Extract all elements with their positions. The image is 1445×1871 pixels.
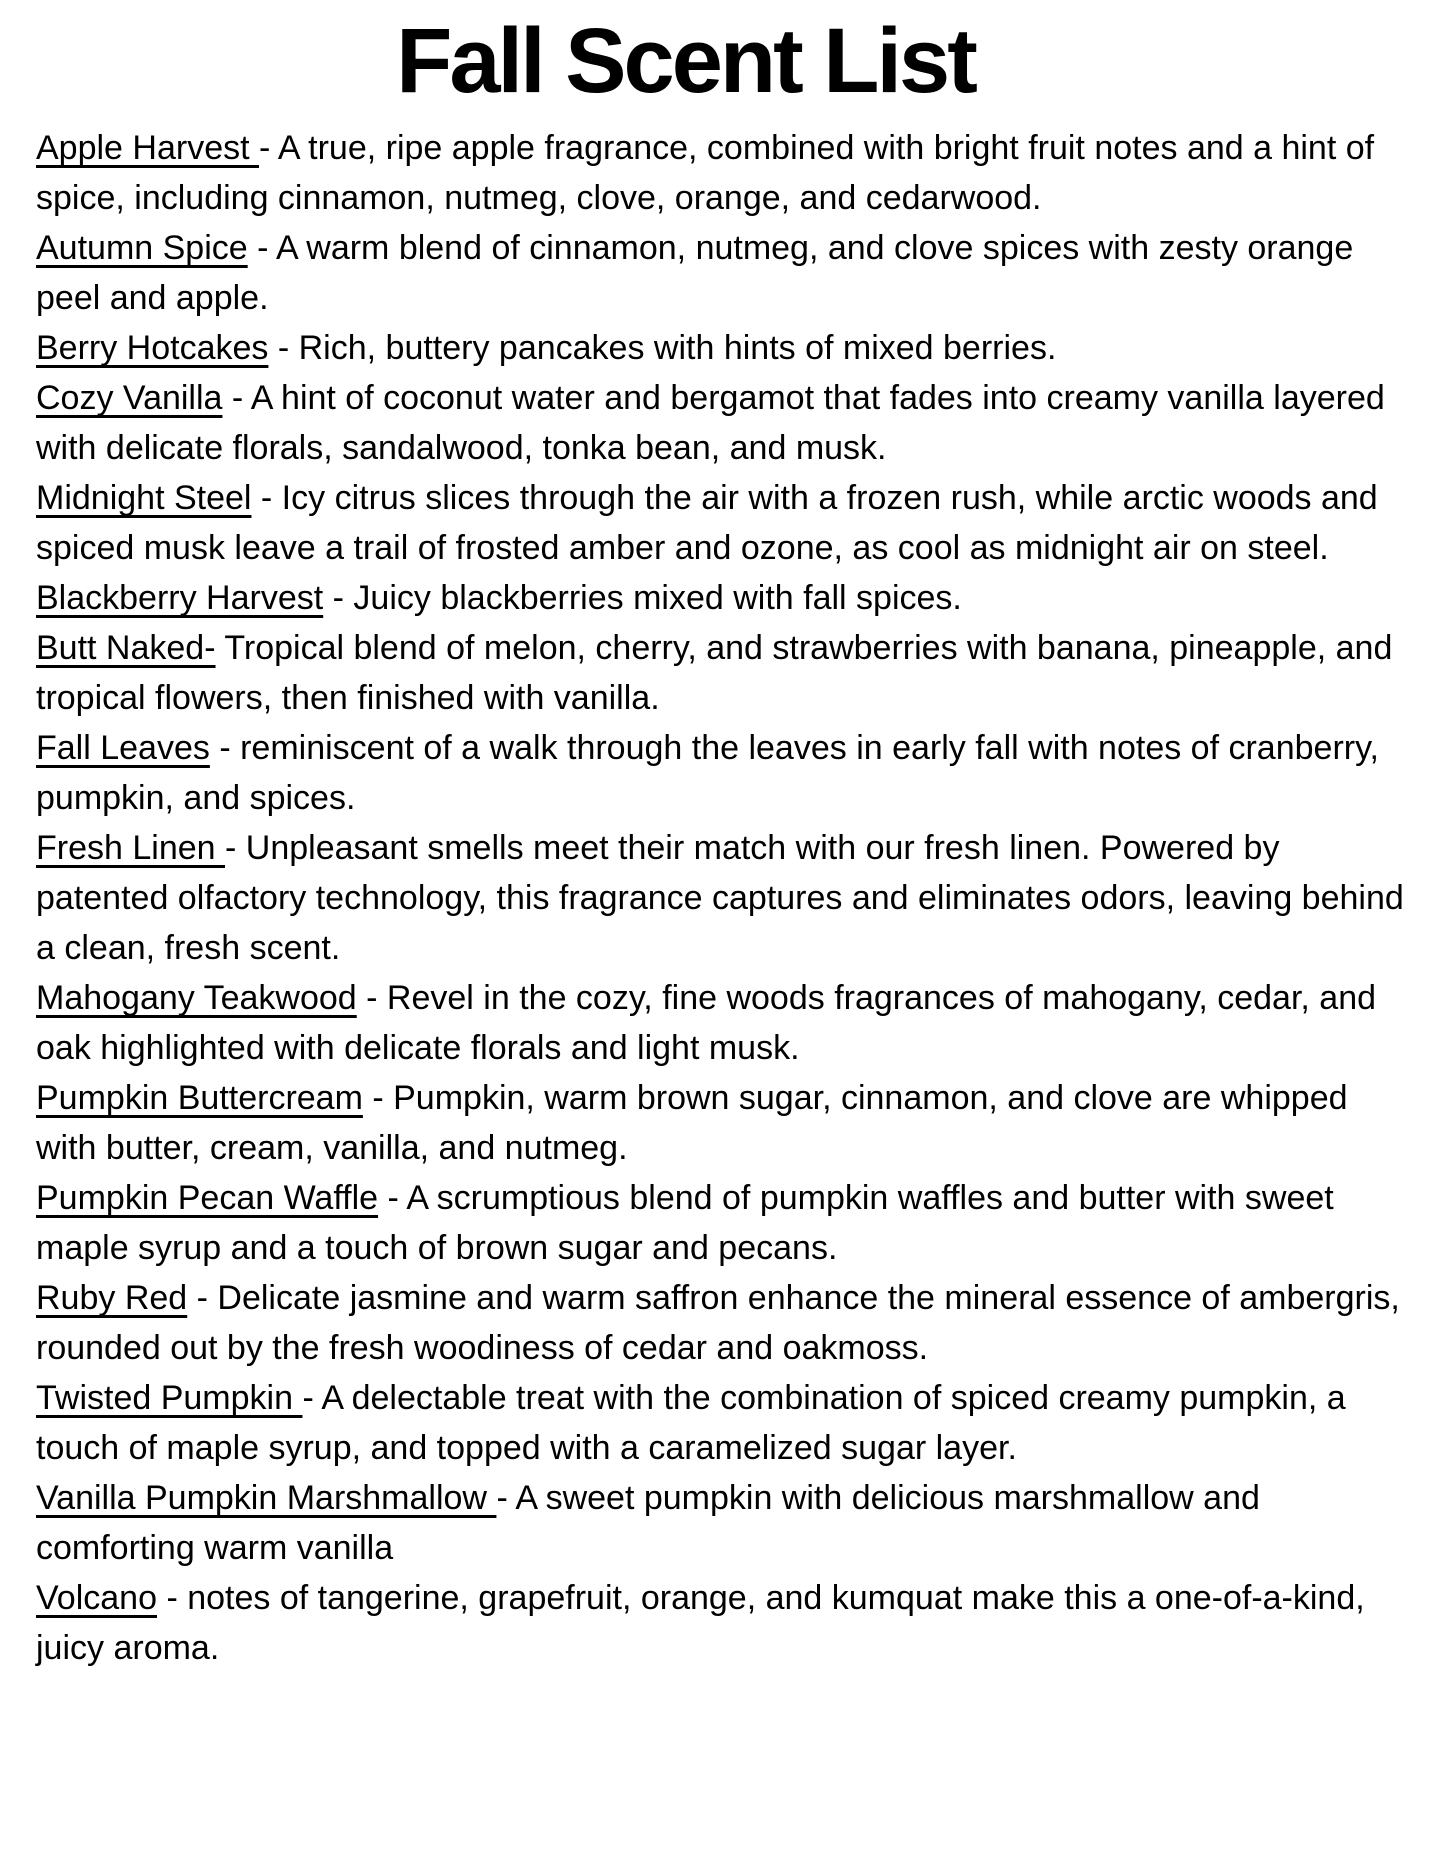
scent-entry: [36, 123, 1415, 223]
scent-name: Fresh Linen: [36, 829, 225, 868]
scent-description: - A hint of coconut water and bergamot that fades into creamy vanilla layered with delicate florals, sandalwood, tonka bean, and musk.: [36, 379, 1395, 468]
scent-entry: [36, 473, 1415, 573]
scent-name: Mahogany Teakwood: [36, 979, 357, 1018]
scent-entry: [36, 323, 1415, 373]
scent-entry: [36, 1473, 1415, 1573]
scent-entry: [36, 1073, 1415, 1173]
scent-description: - A scrumptious blend of pumpkin waffles and butter with sweet maple syrup and a touch of brown sugar and pecans.: [36, 1179, 1344, 1268]
scent-name: Berry Hotcakes: [36, 329, 269, 368]
scent-name: Apple Harvest: [36, 129, 259, 168]
scent-entry: [36, 1273, 1415, 1373]
scent-description: - Juicy blackberries mixed with fall spices.: [323, 579, 962, 618]
scent-description: - Delicate jasmine and warm saffron enhance the mineral essence of ambergris, rounded out by the fresh woodiness of cedar and oakmoss.: [36, 1279, 1410, 1368]
scent-name: Ruby Red: [36, 1279, 188, 1318]
scent-entry: [36, 223, 1415, 323]
scent-entry: [36, 573, 1415, 623]
scent-name: Blackberry Harvest: [36, 579, 324, 618]
scent-description: - reminiscent of a walk through the leaves in early fall with notes of cranberry, pumpkin, and spices.: [36, 729, 1389, 818]
scent-name: Pumpkin Pecan Waffle: [36, 1179, 379, 1218]
scent-name: Autumn Spice: [36, 229, 248, 268]
scent-entry: [36, 723, 1415, 823]
scent-description: - A delectable treat with the combination of spiced creamy pumpkin, a touch of maple syrup, and topped with a caramelized sugar layer.: [36, 1379, 1356, 1468]
scent-name: Midnight Steel: [36, 479, 252, 518]
scent-name: Butt Naked-: [36, 629, 216, 668]
scent-description: - A sweet pumpkin with delicious marshmallow and comforting warm vanilla: [36, 1479, 1270, 1568]
scent-entry: [36, 823, 1415, 973]
scent-name: Vanilla Pumpkin Marshmallow: [36, 1479, 497, 1518]
scent-description: - Pumpkin, warm brown sugar, cinnamon, and clove are whipped with butter, cream, vanilla, and nutmeg.: [36, 1079, 1357, 1168]
scent-entry: [36, 1573, 1415, 1673]
scent-entry: [36, 1373, 1415, 1473]
scent-name: Volcano: [36, 1579, 157, 1618]
page-title: Fall Scent List: [396, 10, 975, 112]
scent-description: - A warm blend of cinnamon, nutmeg, and clove spices with zesty orange peel and apple.: [36, 229, 1363, 318]
scent-entry: [36, 973, 1415, 1073]
scent-description: - Unpleasant smells meet their match with our fresh linen. Powered by patented olfactory technology, this fragrance captures and eliminates odors, leaving behind a clean, fresh scent.: [36, 829, 1414, 968]
scent-name: Pumpkin Buttercream: [36, 1079, 363, 1118]
scent-description: - Rich, buttery pancakes with hints of mixed berries.: [268, 329, 1057, 368]
scent-name: Twisted Pumpkin: [36, 1379, 303, 1418]
scent-entry: [36, 373, 1415, 473]
scent-list: [36, 123, 1415, 1673]
scent-entry: [36, 623, 1415, 723]
scent-description: - Revel in the cozy, fine woods fragrances of mahogany, cedar, and oak highlighted with delicate florals and light musk.: [36, 979, 1386, 1068]
scent-description: - notes of tangerine, grapefruit, orange, and kumquat make this a one-of-a-kind, juicy aroma.: [36, 1579, 1375, 1668]
scent-entry: [36, 1173, 1415, 1273]
scent-name: Fall Leaves: [36, 729, 210, 768]
scent-description: - Icy citrus slices through the air with a frozen rush, while arctic woods and spiced musk leave a trail of frosted amber and ozone, as cool as midnight air on steel.: [36, 479, 1388, 568]
scent-description: - A true, ripe apple fragrance, combined with bright fruit notes and a hint of spice, including cinnamon, nutmeg, clove, orange, and cedarwood.: [36, 129, 1384, 218]
scent-name: Cozy Vanilla: [36, 379, 223, 418]
scent-description: Tropical blend of melon, cherry, and strawberries with banana, pineapple, and tropical flowers, then finished with vanilla.: [36, 629, 1402, 718]
